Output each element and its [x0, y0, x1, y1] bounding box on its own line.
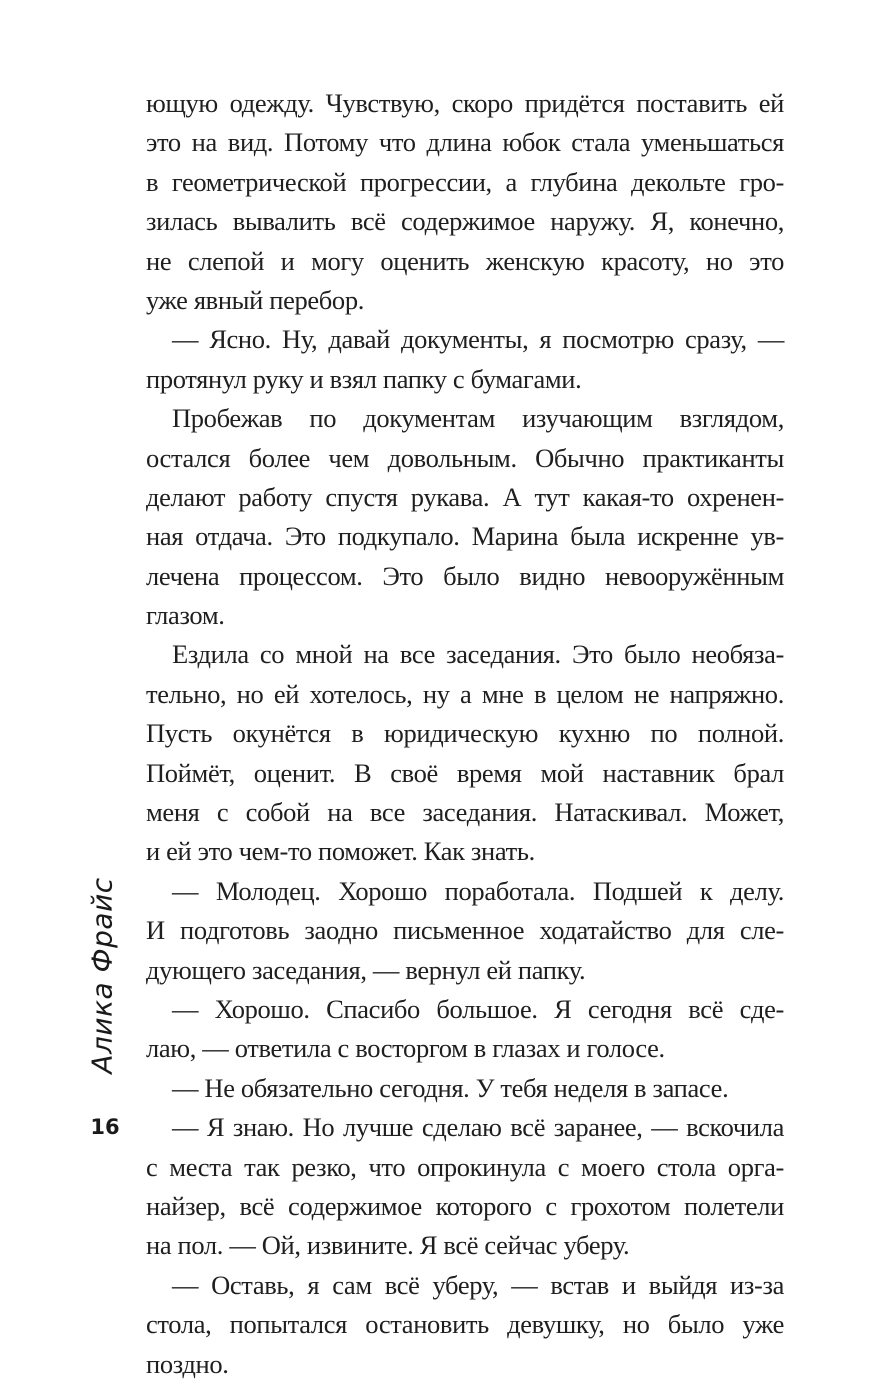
text-line: протянул руку и взял папку с бумагами. — [146, 363, 582, 394]
text-line: — Я знаю. Но лучше сделаю всё заранее, — вскочила — [172, 1112, 784, 1143]
text-line: Ездила со мной на все заседания. Это было необяза- — [172, 639, 784, 670]
text-line: — Ясно. Ну, давай документы, я посмотрю сразу, — — [172, 324, 784, 355]
text-line: зилась вывалить всё содержимое наружу. Я, конечно, — [146, 206, 784, 237]
text-line: — Молодец. Хорошо поработала. Подшей к делу. — [172, 875, 784, 906]
text-line: с места так резко, что опрокинула с моего стола орга- — [146, 1151, 784, 1182]
text-line: лаю, — ответила с восторгом в глазах и голосе. — [146, 1033, 665, 1064]
text-line: стола, попытался остановить девушку, но было уже — [146, 1309, 784, 1340]
text-line: И подготовь заодно письменное ходатайство для сле- — [146, 915, 784, 946]
text-line: глазом. — [146, 600, 225, 631]
text-line: Пробежав по документам изучающим взглядом, — [172, 403, 784, 434]
text-line: и ей это чем-то поможет. Как знать. — [146, 836, 535, 867]
text-line: — Оставь, я сам всё уберу, — встав и выйдя из-за — [172, 1269, 784, 1300]
text-line: Пусть окунётся в юридическую кухню по полной. — [146, 718, 784, 749]
body-text — [146, 84, 784, 1384]
text-line: Поймёт, оценит. В своё время мой наставник брал — [146, 757, 784, 788]
text-line: тельно, но ей хотелось, ну а мне в целом не напряжно. — [146, 678, 784, 709]
text-line: меня с собой на все заседания. Натаскивал. Может, — [146, 797, 784, 828]
text-line: ющую одежду. Чувствую, скоро придётся поставить ей — [146, 88, 784, 118]
text-line: — Не обязательно сегодня. У тебя неделя в запасе. — [172, 1072, 729, 1103]
text-line: лечена процессом. Это было видно невооружённым — [146, 560, 784, 591]
text-line: поздно. — [146, 1348, 229, 1379]
text-line: на пол. — Ой, извините. Я всё сейчас уберу. — [146, 1230, 630, 1261]
text-line: остался более чем довольным. Обычно практиканты — [146, 442, 784, 473]
author-name: Алика Фрайс — [85, 876, 119, 1074]
running-head-author — [82, 876, 122, 1074]
text-line: — Хорошо. Спасибо большое. Я сегодня всё сде- — [172, 993, 784, 1024]
text-line: в геометрической прогрессии, а глубина декольте гро- — [146, 166, 784, 197]
text-line: дующего заседания, — вернул ей папку. — [146, 954, 586, 985]
text-line: ная отдача. Это подкупало. Марина была искренне ув- — [146, 521, 784, 552]
text-line: найзер, всё содержимое которого с грохотом полетели — [146, 1190, 784, 1221]
page-number: 16 — [90, 1115, 120, 1139]
text-line: делают работу спустя рукава. А тут какая-то охренен- — [146, 481, 784, 512]
text-line: это на вид. Потому что длина юбок стала уменьшаться — [146, 127, 784, 158]
text-line: уже явный перебор. — [146, 284, 365, 315]
text-line: не слепой и могу оценить женскую красоту, но это — [146, 245, 784, 276]
